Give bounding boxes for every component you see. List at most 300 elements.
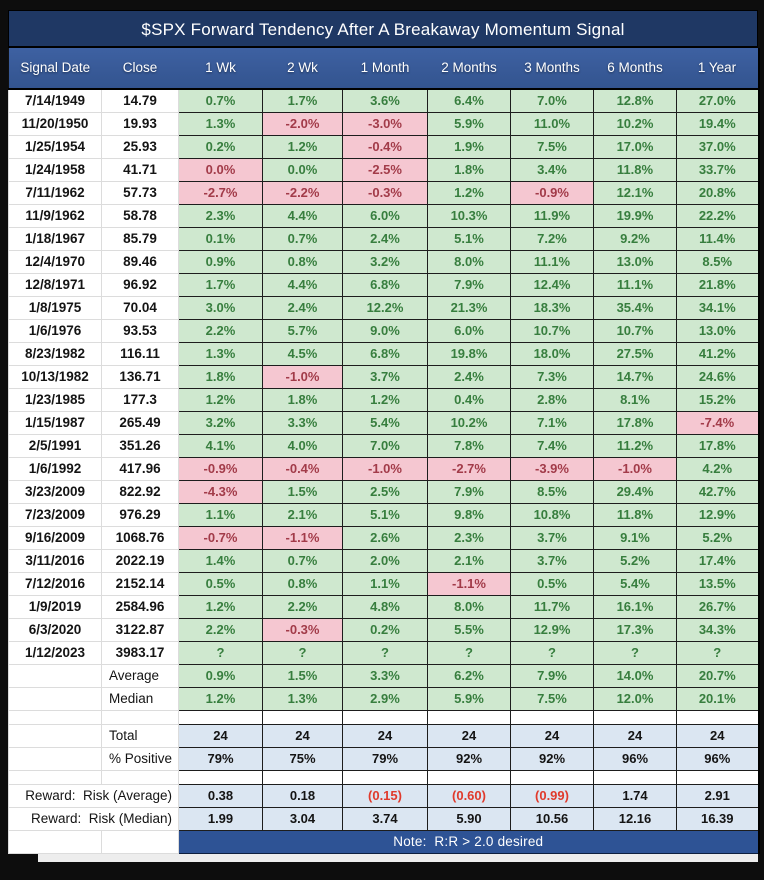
column-header: Close: [102, 48, 179, 89]
return-cell: 4.5%: [263, 343, 343, 366]
return-cell: 11.2%: [594, 435, 677, 458]
return-cell: 8.5%: [511, 481, 594, 504]
return-cell: 2.1%: [428, 550, 511, 573]
column-header: 2 Months: [428, 48, 511, 89]
return-cell: 4.0%: [263, 435, 343, 458]
return-cell: 3.7%: [343, 366, 428, 389]
return-cell: 35.4%: [594, 297, 677, 320]
row-label: Median: [102, 688, 179, 711]
return-cell: 1.7%: [179, 274, 263, 297]
empty-cell: [511, 711, 594, 725]
reward-risk-cell: 1.74: [594, 785, 677, 808]
return-cell: 34.3%: [677, 619, 759, 642]
close-cell: 85.79: [102, 228, 179, 251]
return-cell: 9.0%: [343, 320, 428, 343]
return-cell: 1.2%: [263, 136, 343, 159]
table-row: [9, 642, 759, 665]
partial-next-row: [38, 854, 758, 862]
return-cell: 3.2%: [179, 412, 263, 435]
row-label: Reward: Risk (Median): [9, 808, 179, 831]
table-row: [9, 435, 759, 458]
return-cell: 10.2%: [594, 113, 677, 136]
return-cell: 11.8%: [594, 159, 677, 182]
close-cell: 3983.17: [102, 642, 179, 665]
return-cell: 33.7%: [677, 159, 759, 182]
table-title: $SPX Forward Tendency After A Breakaway Momentum Signal: [8, 10, 758, 48]
pct-positive-cell: 75%: [263, 748, 343, 771]
average-cell: 6.2%: [428, 665, 511, 688]
table-row: [9, 251, 759, 274]
total-cell: 24: [179, 725, 263, 748]
return-cell: 2.1%: [263, 504, 343, 527]
close-cell: 96.92: [102, 274, 179, 297]
return-cell: -0.9%: [179, 458, 263, 481]
return-cell: -7.4%: [677, 412, 759, 435]
return-cell: -2.2%: [263, 182, 343, 205]
empty-cell: [102, 771, 179, 785]
table-row: [9, 458, 759, 481]
return-cell: 27.0%: [677, 89, 759, 113]
return-cell: 5.7%: [263, 320, 343, 343]
table-row: [9, 297, 759, 320]
empty-cell: [594, 771, 677, 785]
return-cell: 7.4%: [511, 435, 594, 458]
row-label: Total: [102, 725, 179, 748]
median-cell: 1.2%: [179, 688, 263, 711]
signal-date-cell: 9/16/2009: [9, 527, 102, 550]
return-cell: -3.9%: [511, 458, 594, 481]
empty-cell: [263, 771, 343, 785]
note-banner: Note: R:R > 2.0 desired: [179, 831, 759, 854]
table-row: [9, 504, 759, 527]
return-cell: 8.0%: [428, 596, 511, 619]
reward-risk-cell: 0.38: [179, 785, 263, 808]
empty-cell: [102, 711, 179, 725]
return-cell: 3.7%: [511, 550, 594, 573]
return-cell: 1.3%: [179, 113, 263, 136]
return-cell: 7.2%: [511, 228, 594, 251]
return-cell: 1.2%: [428, 182, 511, 205]
close-cell: 2152.14: [102, 573, 179, 596]
total-cell: 24: [511, 725, 594, 748]
close-cell: 136.71: [102, 366, 179, 389]
return-cell: 13.0%: [594, 251, 677, 274]
empty-cell: [9, 725, 102, 748]
spacer-row: [9, 711, 759, 725]
spacer-row: [9, 771, 759, 785]
close-cell: 2022.19: [102, 550, 179, 573]
average-cell: 7.9%: [511, 665, 594, 688]
return-cell: 7.1%: [511, 412, 594, 435]
row-label: Average: [102, 665, 179, 688]
close-cell: 93.53: [102, 320, 179, 343]
return-cell: 19.8%: [428, 343, 511, 366]
empty-cell: [9, 831, 102, 854]
return-cell: 2.6%: [343, 527, 428, 550]
signal-date-cell: 7/11/1962: [9, 182, 102, 205]
table-row: [9, 619, 759, 642]
return-cell: 2.3%: [428, 527, 511, 550]
return-cell: 1.1%: [343, 573, 428, 596]
return-cell: 12.8%: [594, 89, 677, 113]
reward-risk-cell: 16.39: [677, 808, 759, 831]
return-cell: 12.9%: [511, 619, 594, 642]
close-cell: 3122.87: [102, 619, 179, 642]
return-cell: 0.8%: [263, 251, 343, 274]
return-cell: 7.0%: [343, 435, 428, 458]
table-row: [9, 89, 759, 113]
empty-cell: [9, 748, 102, 771]
return-cell: 13.5%: [677, 573, 759, 596]
return-cell: 9.1%: [594, 527, 677, 550]
table-row: [9, 228, 759, 251]
return-cell: 3.4%: [511, 159, 594, 182]
median-cell: 5.9%: [428, 688, 511, 711]
return-cell: 11.9%: [511, 205, 594, 228]
return-cell: 21.3%: [428, 297, 511, 320]
return-cell: 0.9%: [179, 251, 263, 274]
return-cell: 17.4%: [677, 550, 759, 573]
empty-cell: [9, 665, 102, 688]
return-cell: 14.7%: [594, 366, 677, 389]
return-cell: 1.8%: [263, 389, 343, 412]
return-cell: -2.0%: [263, 113, 343, 136]
return-cell: -1.0%: [343, 458, 428, 481]
column-header: 1 Wk: [179, 48, 263, 89]
return-cell: 10.3%: [428, 205, 511, 228]
return-cell: 9.2%: [594, 228, 677, 251]
return-cell: 10.8%: [511, 504, 594, 527]
return-cell: -1.1%: [263, 527, 343, 550]
return-cell: ?: [179, 642, 263, 665]
signal-date-cell: 7/23/2009: [9, 504, 102, 527]
median-cell: 1.3%: [263, 688, 343, 711]
return-cell: 22.2%: [677, 205, 759, 228]
close-cell: 41.71: [102, 159, 179, 182]
return-cell: -4.3%: [179, 481, 263, 504]
return-cell: 0.7%: [263, 550, 343, 573]
return-cell: 17.8%: [677, 435, 759, 458]
return-cell: 10.2%: [428, 412, 511, 435]
return-cell: 3.6%: [343, 89, 428, 113]
empty-cell: [511, 771, 594, 785]
median-cell: 12.0%: [594, 688, 677, 711]
pct-positive-cell: 92%: [428, 748, 511, 771]
return-cell: -1.0%: [263, 366, 343, 389]
return-cell: 17.0%: [594, 136, 677, 159]
return-cell: 42.7%: [677, 481, 759, 504]
signal-date-cell: 1/24/1958: [9, 159, 102, 182]
return-cell: 10.7%: [511, 320, 594, 343]
return-cell: 4.1%: [179, 435, 263, 458]
return-cell: 0.2%: [179, 136, 263, 159]
average-cell: 0.9%: [179, 665, 263, 688]
return-cell: 1.8%: [428, 159, 511, 182]
empty-cell: [179, 771, 263, 785]
column-header: 1 Year: [677, 48, 759, 89]
return-cell: 6.0%: [343, 205, 428, 228]
return-cell: 26.7%: [677, 596, 759, 619]
return-cell: 1.7%: [263, 89, 343, 113]
return-cell: 1.4%: [179, 550, 263, 573]
return-cell: 11.0%: [511, 113, 594, 136]
average-cell: 14.0%: [594, 665, 677, 688]
return-cell: 7.5%: [511, 136, 594, 159]
column-header: 1 Month: [343, 48, 428, 89]
signal-date-cell: 3/23/2009: [9, 481, 102, 504]
return-cell: -2.5%: [343, 159, 428, 182]
return-cell: 19.9%: [594, 205, 677, 228]
median-row: [9, 688, 759, 711]
return-cell: 17.3%: [594, 619, 677, 642]
return-cell: ?: [594, 642, 677, 665]
return-cell: -0.4%: [263, 458, 343, 481]
table-row: [9, 389, 759, 412]
return-cell: 7.3%: [511, 366, 594, 389]
table-row: [9, 412, 759, 435]
return-cell: ?: [511, 642, 594, 665]
total-cell: 24: [263, 725, 343, 748]
table-row: [9, 550, 759, 573]
reward-risk-cell: (0.99): [511, 785, 594, 808]
return-cell: 5.2%: [594, 550, 677, 573]
reward-risk-average-row: [9, 785, 759, 808]
return-cell: 0.8%: [263, 573, 343, 596]
return-cell: 7.9%: [428, 481, 511, 504]
total-cell: 24: [677, 725, 759, 748]
return-cell: 21.8%: [677, 274, 759, 297]
pct-positive-cell: 96%: [594, 748, 677, 771]
return-cell: 0.5%: [511, 573, 594, 596]
return-cell: -3.0%: [343, 113, 428, 136]
empty-cell: [9, 688, 102, 711]
return-cell: 1.2%: [179, 389, 263, 412]
return-cell: 5.1%: [343, 504, 428, 527]
table-row: [9, 366, 759, 389]
reward-risk-cell: (0.60): [428, 785, 511, 808]
return-cell: 12.1%: [594, 182, 677, 205]
empty-cell: [9, 771, 102, 785]
return-cell: 1.9%: [428, 136, 511, 159]
return-cell: 3.3%: [263, 412, 343, 435]
return-cell: 2.4%: [343, 228, 428, 251]
table-row: [9, 343, 759, 366]
column-header: Signal Date: [9, 48, 102, 89]
note-row: [9, 831, 759, 854]
close-cell: 116.11: [102, 343, 179, 366]
total-cell: 24: [594, 725, 677, 748]
return-cell: 0.7%: [179, 89, 263, 113]
return-cell: -0.3%: [263, 619, 343, 642]
return-cell: ?: [343, 642, 428, 665]
table-row: [9, 573, 759, 596]
pct-positive-cell: 92%: [511, 748, 594, 771]
empty-cell: [102, 831, 179, 854]
return-cell: -0.4%: [343, 136, 428, 159]
return-cell: 12.4%: [511, 274, 594, 297]
return-cell: 4.4%: [263, 205, 343, 228]
table-body: [9, 89, 759, 854]
return-cell: 2.2%: [179, 619, 263, 642]
return-cell: 7.0%: [511, 89, 594, 113]
return-cell: 9.8%: [428, 504, 511, 527]
return-cell: 4.2%: [677, 458, 759, 481]
return-cell: 34.1%: [677, 297, 759, 320]
empty-cell: [179, 711, 263, 725]
header-row: [9, 48, 759, 89]
return-cell: ?: [677, 642, 759, 665]
return-cell: 27.5%: [594, 343, 677, 366]
table-row: [9, 182, 759, 205]
return-cell: 1.2%: [343, 389, 428, 412]
pct-positive-cell: 79%: [343, 748, 428, 771]
pct-positive-cell: 79%: [179, 748, 263, 771]
signal-date-cell: 10/13/1982: [9, 366, 102, 389]
return-cell: -2.7%: [179, 182, 263, 205]
reward-risk-cell: 3.04: [263, 808, 343, 831]
return-cell: 3.7%: [511, 527, 594, 550]
signal-date-cell: 1/6/1976: [9, 320, 102, 343]
pct-positive-cell: 96%: [677, 748, 759, 771]
signal-date-cell: 1/6/1992: [9, 458, 102, 481]
signal-date-cell: 11/9/1962: [9, 205, 102, 228]
return-cell: -1.0%: [594, 458, 677, 481]
total-cell: 24: [343, 725, 428, 748]
return-cell: 0.2%: [343, 619, 428, 642]
return-cell: 17.8%: [594, 412, 677, 435]
close-cell: 265.49: [102, 412, 179, 435]
return-cell: 11.4%: [677, 228, 759, 251]
signal-date-cell: 1/18/1967: [9, 228, 102, 251]
table-row: [9, 481, 759, 504]
return-cell: 8.1%: [594, 389, 677, 412]
table-row: [9, 113, 759, 136]
return-cell: 7.8%: [428, 435, 511, 458]
return-cell: 1.8%: [179, 366, 263, 389]
close-cell: 58.78: [102, 205, 179, 228]
return-cell: -2.7%: [428, 458, 511, 481]
row-label: % Positive: [102, 748, 179, 771]
return-cell: 1.1%: [179, 504, 263, 527]
return-cell: 8.5%: [677, 251, 759, 274]
table-row: [9, 136, 759, 159]
total-row: [9, 725, 759, 748]
table-row: [9, 596, 759, 619]
return-cell: 1.2%: [179, 596, 263, 619]
return-cell: 0.4%: [428, 389, 511, 412]
return-cell: 0.1%: [179, 228, 263, 251]
pct-positive-row: [9, 748, 759, 771]
empty-cell: [594, 711, 677, 725]
signal-date-cell: 6/3/2020: [9, 619, 102, 642]
empty-cell: [263, 711, 343, 725]
reward-risk-cell: 2.91: [677, 785, 759, 808]
empty-cell: [343, 771, 428, 785]
empty-cell: [428, 771, 511, 785]
return-cell: -1.1%: [428, 573, 511, 596]
return-cell: 0.7%: [263, 228, 343, 251]
return-cell: -0.9%: [511, 182, 594, 205]
close-cell: 14.79: [102, 89, 179, 113]
return-cell: 6.8%: [343, 343, 428, 366]
close-cell: 19.93: [102, 113, 179, 136]
data-table: [8, 48, 760, 854]
signal-date-cell: 12/4/1970: [9, 251, 102, 274]
return-cell: 12.9%: [677, 504, 759, 527]
close-cell: 417.96: [102, 458, 179, 481]
empty-cell: [428, 711, 511, 725]
return-cell: 20.8%: [677, 182, 759, 205]
close-cell: 351.26: [102, 435, 179, 458]
return-cell: 1.5%: [263, 481, 343, 504]
close-cell: 822.92: [102, 481, 179, 504]
average-cell: 3.3%: [343, 665, 428, 688]
return-cell: 6.8%: [343, 274, 428, 297]
close-cell: 976.29: [102, 504, 179, 527]
average-row: [9, 665, 759, 688]
signal-date-cell: 1/9/2019: [9, 596, 102, 619]
return-cell: 2.8%: [511, 389, 594, 412]
return-cell: 7.9%: [428, 274, 511, 297]
reward-risk-cell: 10.56: [511, 808, 594, 831]
signal-date-cell: 3/11/2016: [9, 550, 102, 573]
return-cell: 1.3%: [179, 343, 263, 366]
return-cell: 2.0%: [343, 550, 428, 573]
return-cell: 2.4%: [428, 366, 511, 389]
return-cell: 16.1%: [594, 596, 677, 619]
return-cell: 6.0%: [428, 320, 511, 343]
signal-date-cell: 1/23/1985: [9, 389, 102, 412]
table-sheet: [8, 10, 758, 862]
average-cell: 20.7%: [677, 665, 759, 688]
empty-cell: [9, 711, 102, 725]
return-cell: 5.1%: [428, 228, 511, 251]
return-cell: 2.2%: [179, 320, 263, 343]
close-cell: 177.3: [102, 389, 179, 412]
return-cell: 3.2%: [343, 251, 428, 274]
return-cell: 29.4%: [594, 481, 677, 504]
signal-date-cell: 12/8/1971: [9, 274, 102, 297]
signal-date-cell: 1/8/1975: [9, 297, 102, 320]
reward-risk-cell: 0.18: [263, 785, 343, 808]
return-cell: -0.7%: [179, 527, 263, 550]
signal-date-cell: 1/15/1987: [9, 412, 102, 435]
column-header: 6 Months: [594, 48, 677, 89]
table-row: [9, 527, 759, 550]
return-cell: 11.7%: [511, 596, 594, 619]
return-cell: ?: [428, 642, 511, 665]
empty-cell: [677, 771, 759, 785]
return-cell: 19.4%: [677, 113, 759, 136]
empty-cell: [343, 711, 428, 725]
empty-cell: [677, 711, 759, 725]
return-cell: -0.3%: [343, 182, 428, 205]
column-header: 2 Wk: [263, 48, 343, 89]
return-cell: 5.5%: [428, 619, 511, 642]
close-cell: 2584.96: [102, 596, 179, 619]
return-cell: 0.5%: [179, 573, 263, 596]
return-cell: 18.0%: [511, 343, 594, 366]
table-row: [9, 159, 759, 182]
return-cell: 2.3%: [179, 205, 263, 228]
median-cell: 2.9%: [343, 688, 428, 711]
return-cell: ?: [263, 642, 343, 665]
signal-date-cell: 11/20/1950: [9, 113, 102, 136]
signal-date-cell: 1/12/2023: [9, 642, 102, 665]
row-label: Reward: Risk (Average): [9, 785, 179, 808]
table-row: [9, 205, 759, 228]
average-cell: 1.5%: [263, 665, 343, 688]
